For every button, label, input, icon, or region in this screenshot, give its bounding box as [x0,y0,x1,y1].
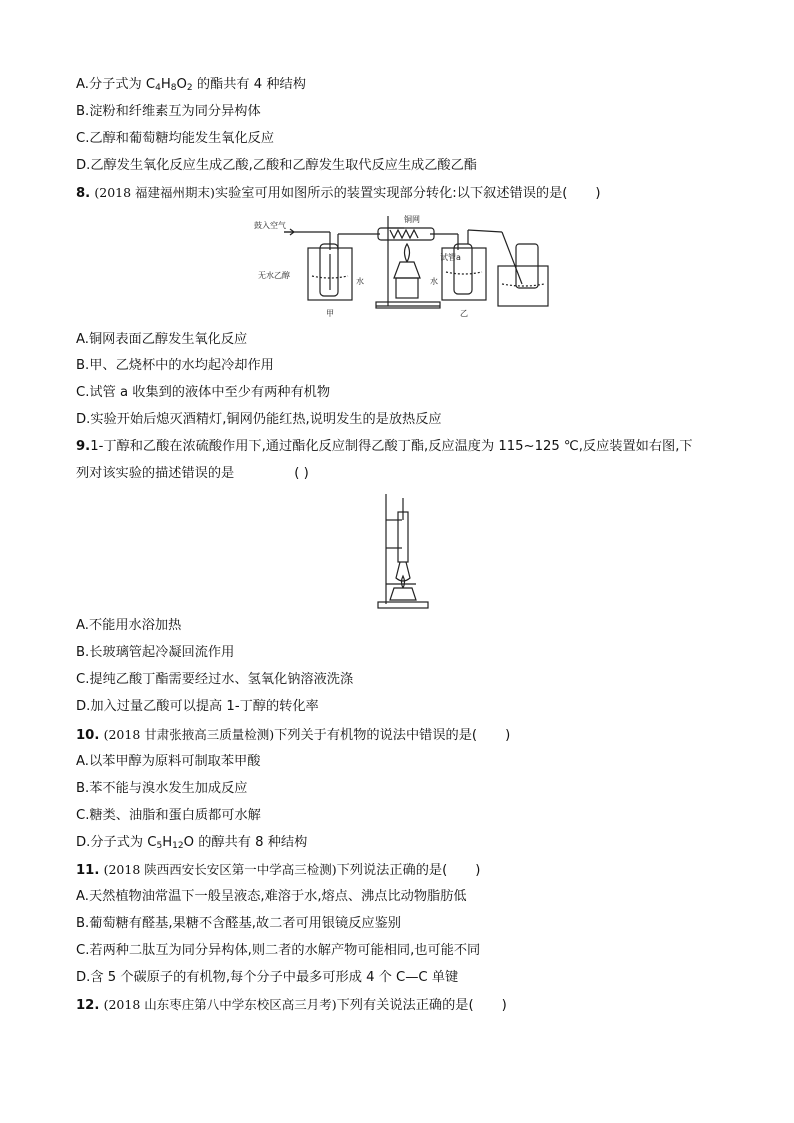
q9-option-c: C.提纯乙酸丁酯需要经过水、氢氧化钠溶液洗涤 [76,672,354,687]
q8-option-d: D.实验开始后熄灭酒精灯,铜网仍能红热,说明发生的是放热反应 [76,412,442,427]
q7-option-d: D.乙醇发生氧化反应生成乙酸,乙酸和乙醇发生取代反应生成乙酸乙酯 [76,158,477,173]
q9-option-b: B.长玻璃管起冷凝回流作用 [76,645,235,660]
q10-option-d: D.分子式为 $C_5H_{12}O$ 的醇共有 8 种结构 [76,835,308,851]
q8-option-b: B.甲、乙烧杯中的水均起冷却作用 [76,358,274,373]
q9-stem-line1: 9.1-丁醇和乙酸在浓硫酸作用下,通过酯化反应制得乙酸丁酯,反应温度为 115~125 ℃,反应装置如右图,下 [76,439,693,454]
label-jia: 甲 [326,309,334,318]
q8-option-a: A.铜网表面乙醇发生氧化反应 [76,332,248,347]
q10-option-b: B.苯不能与溴水发生加成反应 [76,781,248,796]
q10-stem: 10. (2018 甘肃张掖高三质量检测)下列关于有机物的说法中错误的是( ) [76,727,511,743]
label-ethanol: 无水乙醇 [258,271,290,280]
q7-option-a: A.分子式为 $C_4H_8O_2$ 的酯共有 4 种结构 [76,77,306,93]
q10-option-c: C.糖类、油脂和蛋白质都可水解 [76,808,261,823]
q7-option-c: C.乙醇和葡萄糖均能发生氧化反应 [76,131,275,146]
q11-stem: 11. (2018 陕西西安长安区第一中学高三检测)下列说法正确的是( ) [76,862,481,878]
label-copper: 铜网 [404,215,420,224]
q9-reflux-apparatus-figure [372,490,432,610]
q11-option-b: B.葡萄糖有醛基,果糖不含醛基,故二者可用银镜反应鉴别 [76,916,401,931]
q9-option-d: D.加入过量乙酸可以提高 1-丁醇的转化率 [76,699,319,714]
q11-option-a: A.天然植物油常温下一般呈液态,难溶于水,熔点、沸点比动物脂肪低 [76,889,467,904]
label-water-left: 水 [356,277,364,286]
label-air: 鼓入空气 [254,221,286,230]
q8-option-c: C.试管 a 收集到的液体中至少有两种有机物 [76,385,331,400]
q9-option-a: A.不能用水浴加热 [76,618,182,633]
q7-option-b: B.淀粉和纤维素互为同分异构体 [76,104,261,119]
q9-stem-line2: 列对该实验的描述错误的是 ( ) [76,466,309,481]
label-water-right: 水 [430,277,438,286]
q12-stem: 12. (2018 山东枣庄第八中学东校区高三月考)下列有关说法正确的是( ) [76,997,507,1013]
q8-stem: 8. (2018 福建福州期末)实验室可用如图所示的装置实现部分转化:以下叙述错误的是( ) [76,185,601,201]
q10-option-a: A.以苯甲醇为原料可制取苯甲酸 [76,754,261,769]
q8-apparatus-figure [254,210,554,322]
q11-option-c: C.若两种二肽互为同分异构体,则二者的水解产物可能相同,也可能不同 [76,943,481,958]
label-tube: 试管a [440,253,461,262]
label-yi: 乙 [460,309,468,318]
q11-option-d: D.含 5 个碳原子的有机物,每个分子中最多可形成 4 个 C—C 单键 [76,970,459,985]
